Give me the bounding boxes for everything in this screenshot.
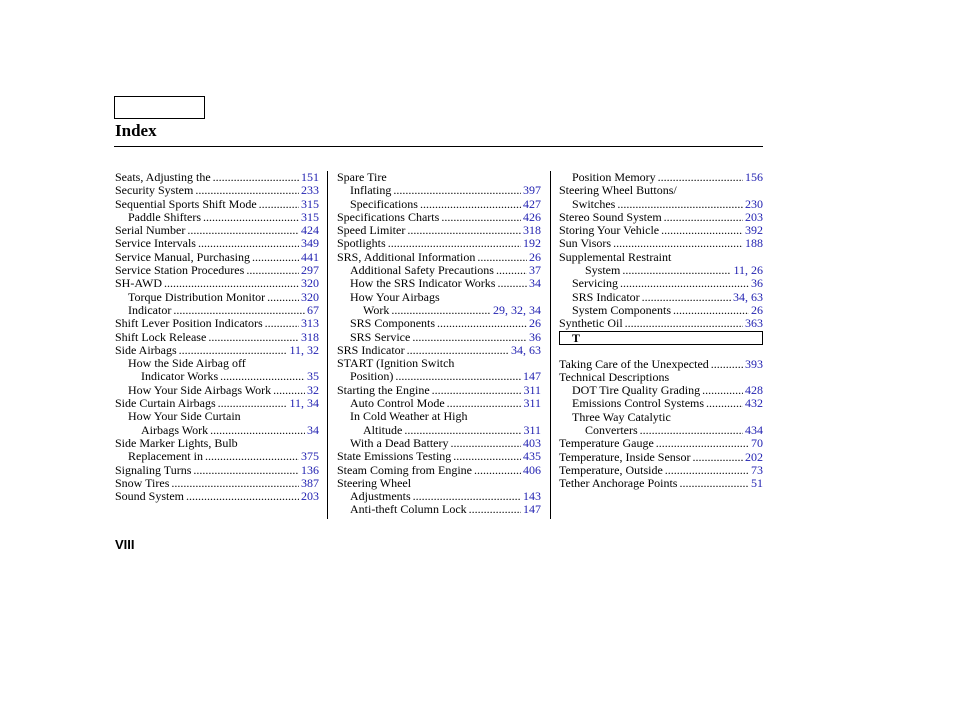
dot-leader bbox=[220, 370, 305, 383]
index-entry bbox=[337, 410, 541, 423]
index-entry bbox=[559, 264, 763, 277]
index-entry bbox=[559, 411, 763, 424]
index-entry-pages[interactable]: 311 bbox=[523, 397, 541, 411]
index-entry-term: SRS Components bbox=[350, 317, 436, 331]
index-entry-term: How Your Side Curtain bbox=[128, 410, 241, 424]
index-entry-term: Work bbox=[363, 303, 390, 317]
index-entry-pages[interactable]: 435 bbox=[523, 450, 541, 464]
index-entry-pages[interactable]: 51 bbox=[751, 477, 763, 491]
index-entry bbox=[559, 237, 763, 250]
index-entry bbox=[337, 251, 541, 264]
dot-leader bbox=[203, 211, 299, 224]
index-entry bbox=[337, 384, 541, 397]
index-entry bbox=[115, 437, 319, 450]
index-entry bbox=[115, 264, 319, 277]
dot-leader bbox=[198, 237, 299, 250]
index-entry-pages[interactable]: 311 bbox=[523, 423, 541, 437]
index-entry-term: Sun Visors bbox=[559, 237, 612, 251]
index-entry bbox=[115, 490, 319, 503]
index-entry-term: Indicator bbox=[128, 303, 172, 317]
index-entry-term: Speed Limiter bbox=[337, 224, 406, 238]
index-entry-pages[interactable]: 393 bbox=[745, 357, 763, 371]
index-entry bbox=[559, 477, 763, 490]
index-column-2 bbox=[337, 171, 541, 517]
index-entry-term: Sound System bbox=[115, 490, 185, 504]
dot-leader bbox=[210, 424, 305, 437]
index-column-1 bbox=[115, 171, 319, 503]
dot-leader bbox=[664, 211, 743, 224]
index-entry bbox=[559, 358, 763, 371]
index-entry-term: Position) bbox=[350, 370, 394, 384]
index-entry-pages[interactable]: 424 bbox=[301, 224, 319, 238]
dot-leader bbox=[413, 490, 521, 503]
index-entry-term: Servicing bbox=[572, 277, 618, 291]
dot-leader bbox=[171, 477, 299, 490]
index-entry bbox=[337, 304, 541, 317]
index-entry-pages[interactable]: 11, 32 bbox=[289, 343, 319, 357]
dot-leader bbox=[640, 424, 743, 437]
index-entry-term: Steam Coming from Engine bbox=[337, 463, 472, 477]
index-entry-pages[interactable]: 36 bbox=[751, 277, 763, 291]
index-entry-pages[interactable]: 73 bbox=[751, 463, 763, 477]
dot-leader bbox=[673, 304, 749, 317]
dot-leader bbox=[658, 171, 743, 184]
index-entry-term: SRS Service bbox=[350, 330, 411, 344]
index-entry-term: Altitude bbox=[363, 423, 403, 437]
index-entry bbox=[115, 410, 319, 423]
dot-leader bbox=[496, 264, 527, 277]
index-entry-term: Storing Your Vehicle bbox=[559, 224, 660, 238]
index-entry-term: With a Dead Battery bbox=[350, 436, 449, 450]
index-entry-term: Additional Safety Precautions bbox=[350, 264, 494, 278]
index-entry-term: DOT Tire Quality Grading bbox=[572, 384, 701, 398]
index-entry-pages[interactable]: 203 bbox=[745, 210, 763, 224]
index-entry-pages[interactable]: 313 bbox=[301, 317, 319, 331]
index-entry bbox=[559, 224, 763, 237]
index-entry-pages[interactable]: 151 bbox=[301, 171, 319, 184]
index-entry-term: In Cold Weather at High bbox=[350, 410, 468, 424]
index-entry-term: System Components bbox=[572, 303, 672, 317]
index-entry-term: Side Airbags bbox=[115, 343, 177, 357]
index-entry-pages[interactable]: 34 bbox=[529, 277, 541, 291]
index-entry-term: Sequential Sports Shift Mode bbox=[115, 197, 257, 211]
index-entry bbox=[115, 450, 319, 463]
dot-leader bbox=[474, 464, 521, 477]
index-entry-term: Converters bbox=[585, 424, 638, 438]
dot-leader bbox=[164, 277, 299, 290]
index-entry bbox=[559, 464, 763, 477]
index-entry bbox=[115, 331, 319, 344]
index-entry bbox=[115, 357, 319, 370]
page-number: VIII bbox=[115, 537, 135, 552]
index-entry bbox=[337, 503, 541, 516]
index-entry-term: Steering Wheel Buttons/ bbox=[559, 184, 677, 198]
index-entry-term: Emissions Control Systems bbox=[572, 397, 705, 411]
dot-leader bbox=[193, 464, 299, 477]
index-entry-pages[interactable]: 34 bbox=[307, 423, 319, 437]
index-entry-term: Serial Number bbox=[115, 224, 186, 238]
index-entry bbox=[337, 237, 541, 250]
index-entry-term: Temperature, Outside bbox=[559, 463, 663, 477]
index-entry-pages[interactable]: 320 bbox=[301, 277, 319, 291]
page-title: Index bbox=[115, 121, 157, 140]
index-entry-term: SRS Indicator bbox=[337, 343, 405, 357]
index-entry-pages[interactable]: 406 bbox=[523, 463, 541, 477]
dot-leader bbox=[437, 317, 527, 330]
dot-leader bbox=[441, 211, 521, 224]
dot-leader bbox=[246, 264, 299, 277]
index-entry-pages[interactable]: 363 bbox=[745, 317, 763, 331]
index-entry bbox=[337, 171, 541, 184]
index-entry-pages[interactable]: 427 bbox=[523, 197, 541, 211]
index-entry-pages[interactable]: 318 bbox=[523, 224, 541, 238]
index-entry-pages[interactable]: 147 bbox=[523, 370, 541, 384]
dot-leader bbox=[447, 397, 522, 410]
index-entry bbox=[115, 424, 319, 437]
index-entry-pages[interactable]: 318 bbox=[301, 330, 319, 344]
index-entry bbox=[115, 277, 319, 290]
index-entry-pages[interactable]: 34, 63 bbox=[511, 343, 541, 357]
dot-leader bbox=[497, 277, 527, 290]
index-entry-pages[interactable]: 387 bbox=[301, 476, 319, 490]
title-rule bbox=[114, 146, 763, 147]
dot-leader bbox=[265, 317, 299, 330]
index-entry-term: Position Memory bbox=[572, 171, 656, 184]
index-entry bbox=[115, 211, 319, 224]
index-entry-term: Airbags Work bbox=[141, 423, 209, 437]
index-entry-term: Auto Control Mode bbox=[350, 397, 445, 411]
index-entry-term: Shift Lever Position Indicators bbox=[115, 317, 263, 331]
index-entry bbox=[115, 384, 319, 397]
index-entry-term: Synthetic Oil bbox=[559, 317, 623, 331]
dot-leader bbox=[450, 437, 521, 450]
index-entry-term: Inflating bbox=[350, 184, 392, 198]
index-entry-term: Side Curtain Airbags bbox=[115, 397, 216, 411]
index-entry-term: Torque Distribution Monitor bbox=[128, 290, 266, 304]
dot-leader bbox=[267, 291, 299, 304]
dot-leader bbox=[679, 477, 749, 490]
index-entry-term: Service Station Procedures bbox=[115, 264, 245, 278]
index-entry-term: Taking Care of the Unexpected bbox=[559, 357, 709, 371]
dot-leader bbox=[469, 503, 521, 516]
index-column-3 bbox=[559, 171, 763, 491]
dot-leader bbox=[391, 304, 491, 317]
index-entry bbox=[115, 251, 319, 264]
dot-leader bbox=[179, 344, 288, 357]
index-entry-term: Side Marker Lights, Bulb bbox=[115, 436, 238, 450]
index-entry-term: START (Ignition Switch bbox=[337, 357, 455, 371]
index-entry-term: How Your Side Airbags Work bbox=[128, 383, 272, 397]
index-entry-term: Starting the Engine bbox=[337, 383, 430, 397]
dot-leader bbox=[622, 264, 731, 277]
index-entry bbox=[337, 198, 541, 211]
section-tab-box bbox=[114, 96, 205, 119]
index-entry-pages[interactable]: 26 bbox=[529, 317, 541, 331]
index-entry-pages[interactable]: 156 bbox=[745, 171, 763, 184]
index-entry-pages[interactable]: 147 bbox=[523, 503, 541, 517]
index-entry bbox=[559, 198, 763, 211]
index-entry bbox=[337, 397, 541, 410]
index-entry-term: SRS Indicator bbox=[572, 290, 640, 304]
index-entry-term: Tether Anchorage Points bbox=[559, 477, 678, 491]
column-divider-1 bbox=[327, 171, 328, 519]
index-entry-pages[interactable]: 29, 32, 34 bbox=[493, 303, 541, 317]
index-entry-term: Seats, Adjusting the bbox=[115, 171, 211, 184]
index-entry-term: Adjustments bbox=[350, 490, 411, 504]
index-entry-term: Service Intervals bbox=[115, 237, 196, 251]
index-entry bbox=[337, 477, 541, 490]
index-entry-pages[interactable]: 315 bbox=[301, 197, 319, 211]
index-entry-term: SH-AWD bbox=[115, 277, 163, 291]
index-entry-pages[interactable]: 311 bbox=[523, 383, 541, 397]
index-entry bbox=[337, 464, 541, 477]
dot-leader bbox=[407, 344, 509, 357]
dot-leader bbox=[218, 397, 288, 410]
index-entry-term: How the SRS Indicator Works bbox=[350, 277, 496, 291]
index-entry-pages[interactable]: 26 bbox=[529, 250, 541, 264]
index-entry-term: Signaling Turns bbox=[115, 463, 192, 477]
index-entry bbox=[559, 384, 763, 397]
dot-leader bbox=[259, 198, 299, 211]
index-entry-term: SRS, Additional Information bbox=[337, 250, 476, 264]
index-entry-term: Service Manual, Purchasing bbox=[115, 250, 250, 264]
index-entry bbox=[559, 424, 763, 437]
dot-leader bbox=[706, 397, 743, 410]
dot-leader bbox=[711, 358, 743, 371]
index-entry bbox=[337, 224, 541, 237]
index-entry bbox=[559, 211, 763, 224]
dot-leader bbox=[205, 450, 299, 463]
index-entry bbox=[337, 331, 541, 344]
index-entry bbox=[115, 224, 319, 237]
dot-leader bbox=[656, 437, 749, 450]
index-entry-pages[interactable]: 403 bbox=[523, 436, 541, 450]
index-entry-pages[interactable]: 34, 63 bbox=[733, 290, 763, 304]
dot-leader bbox=[453, 450, 521, 463]
index-entry-term: Specifications bbox=[350, 197, 418, 211]
index-entry-pages[interactable]: 392 bbox=[745, 224, 763, 238]
index-entry-term: Indicator Works bbox=[141, 370, 219, 384]
index-entry-pages[interactable]: 441 bbox=[301, 250, 319, 264]
index-entry-pages[interactable]: 35 bbox=[307, 370, 319, 384]
index-entry-term: Security System bbox=[115, 184, 194, 198]
index-entry bbox=[115, 344, 319, 357]
index-entry-term: Shift Lock Release bbox=[115, 330, 207, 344]
index-entry-pages[interactable]: 11, 34 bbox=[289, 397, 319, 411]
index-entry-pages[interactable]: 233 bbox=[301, 184, 319, 198]
index-entry-pages[interactable]: 320 bbox=[301, 290, 319, 304]
dot-leader bbox=[412, 331, 527, 344]
index-entry bbox=[115, 291, 319, 304]
index-entry-pages[interactable]: 349 bbox=[301, 237, 319, 251]
index-entry bbox=[337, 450, 541, 463]
index-entry-pages[interactable]: 375 bbox=[301, 450, 319, 464]
index-entry-pages[interactable]: 11, 26 bbox=[733, 264, 763, 278]
index-entry-term: Steering Wheel bbox=[337, 476, 412, 490]
index-entry bbox=[115, 171, 319, 184]
index-entry-term: System bbox=[585, 264, 621, 278]
index-entry-term: Specifications Charts bbox=[337, 210, 440, 224]
dot-leader bbox=[395, 370, 521, 383]
index-entry bbox=[559, 171, 763, 184]
index-entry bbox=[559, 184, 763, 197]
index-entry-pages[interactable]: 26 bbox=[751, 303, 763, 317]
index-entry-term: Anti-theft Column Lock bbox=[350, 503, 467, 517]
index-entry bbox=[337, 370, 541, 383]
index-entry-term: Three Way Catalytic bbox=[572, 410, 671, 424]
dot-leader bbox=[613, 237, 743, 250]
index-entry bbox=[337, 211, 541, 224]
index-entry bbox=[337, 184, 541, 197]
index-entry-term: Paddle Shifters bbox=[128, 210, 201, 224]
index-entry bbox=[337, 264, 541, 277]
dot-leader bbox=[432, 384, 522, 397]
dot-leader bbox=[388, 237, 521, 250]
dot-leader bbox=[702, 384, 743, 397]
index-entry-term: Snow Tires bbox=[115, 476, 170, 490]
index-entry-pages[interactable]: 67 bbox=[307, 303, 319, 317]
index-entry-pages[interactable]: 32 bbox=[307, 383, 319, 397]
dot-leader bbox=[477, 251, 527, 264]
dot-leader bbox=[661, 224, 743, 237]
dot-leader bbox=[404, 424, 521, 437]
index-entry-pages[interactable]: 70 bbox=[751, 437, 763, 451]
dot-leader bbox=[617, 198, 743, 211]
index-entry bbox=[559, 251, 763, 264]
index-entry-pages[interactable]: 230 bbox=[745, 197, 763, 211]
dot-leader bbox=[273, 384, 305, 397]
dot-leader bbox=[692, 451, 743, 464]
index-entry bbox=[559, 317, 763, 330]
dot-leader bbox=[186, 490, 299, 503]
index-entry-pages[interactable]: 203 bbox=[301, 490, 319, 504]
index-entry-term: Switches bbox=[572, 197, 616, 211]
dot-leader bbox=[173, 304, 305, 317]
index-entry bbox=[337, 317, 541, 330]
index-entry bbox=[337, 291, 541, 304]
index-entry-term: Stereo Sound System bbox=[559, 210, 662, 224]
index-entry-pages[interactable]: 434 bbox=[745, 424, 763, 438]
dot-leader bbox=[187, 224, 299, 237]
index-entry-pages[interactable]: 36 bbox=[529, 330, 541, 344]
index-entry bbox=[115, 184, 319, 197]
section-letter-box: T bbox=[559, 331, 763, 345]
dot-leader bbox=[665, 464, 749, 477]
dot-leader bbox=[195, 184, 299, 197]
index-entry bbox=[559, 304, 763, 317]
index-entry-term: Spare Tire bbox=[337, 171, 387, 184]
index-entry bbox=[115, 317, 319, 330]
index-entry bbox=[337, 344, 541, 357]
index-entry bbox=[115, 304, 319, 317]
dot-leader bbox=[407, 224, 521, 237]
index-entry-pages[interactable]: 192 bbox=[523, 237, 541, 251]
dot-leader bbox=[625, 317, 743, 330]
index-entry-term: Technical Descriptions bbox=[559, 370, 670, 384]
index-entry-term: How Your Airbags bbox=[350, 290, 440, 304]
index-entry-term: Replacement in bbox=[128, 450, 203, 464]
index-entry bbox=[115, 198, 319, 211]
index-entry-pages[interactable]: 37 bbox=[529, 264, 541, 278]
index-entry-pages[interactable]: 188 bbox=[745, 237, 763, 251]
index-entry-pages[interactable]: 143 bbox=[523, 490, 541, 504]
index-entry-term: Supplemental Restraint bbox=[559, 250, 672, 264]
dot-leader bbox=[213, 171, 299, 184]
index-entry bbox=[559, 451, 763, 464]
index-entry-term: Temperature, Inside Sensor bbox=[559, 450, 691, 464]
dot-leader bbox=[252, 251, 299, 264]
index-entry bbox=[337, 424, 541, 437]
index-entry bbox=[337, 277, 541, 290]
index-entry bbox=[559, 371, 763, 384]
dot-leader bbox=[642, 291, 731, 304]
dot-leader bbox=[208, 331, 299, 344]
index-entry-pages[interactable]: 397 bbox=[523, 184, 541, 198]
index-entry bbox=[115, 464, 319, 477]
index-entry-pages[interactable]: 202 bbox=[745, 450, 763, 464]
index-entry bbox=[559, 397, 763, 410]
index-entry bbox=[559, 437, 763, 450]
index-entry-term: Spotlights bbox=[337, 237, 386, 251]
index-entry-pages[interactable]: 428 bbox=[745, 384, 763, 398]
index-entry bbox=[337, 490, 541, 503]
dot-leader bbox=[420, 198, 521, 211]
index-entry-term: State Emissions Testing bbox=[337, 450, 452, 464]
index-entry-pages[interactable]: 136 bbox=[301, 463, 319, 477]
index-entry bbox=[115, 477, 319, 490]
index-entry bbox=[115, 397, 319, 410]
dot-leader bbox=[393, 184, 521, 197]
column-divider-2 bbox=[550, 171, 551, 519]
index-entry bbox=[337, 357, 541, 370]
index-entry-pages[interactable]: 315 bbox=[301, 210, 319, 224]
index-entry-pages[interactable]: 432 bbox=[745, 397, 763, 411]
dot-leader bbox=[620, 277, 749, 290]
index-entry-term: How the Side Airbag off bbox=[128, 357, 246, 371]
index-entry bbox=[337, 437, 541, 450]
index-entry-pages[interactable]: 426 bbox=[523, 210, 541, 224]
index-entry bbox=[559, 277, 763, 290]
index-entry bbox=[115, 237, 319, 250]
index-entry-pages[interactable]: 297 bbox=[301, 264, 319, 278]
index-entry bbox=[559, 291, 763, 304]
index-entry-term: Temperature Gauge bbox=[559, 437, 654, 451]
index-entry bbox=[115, 370, 319, 383]
